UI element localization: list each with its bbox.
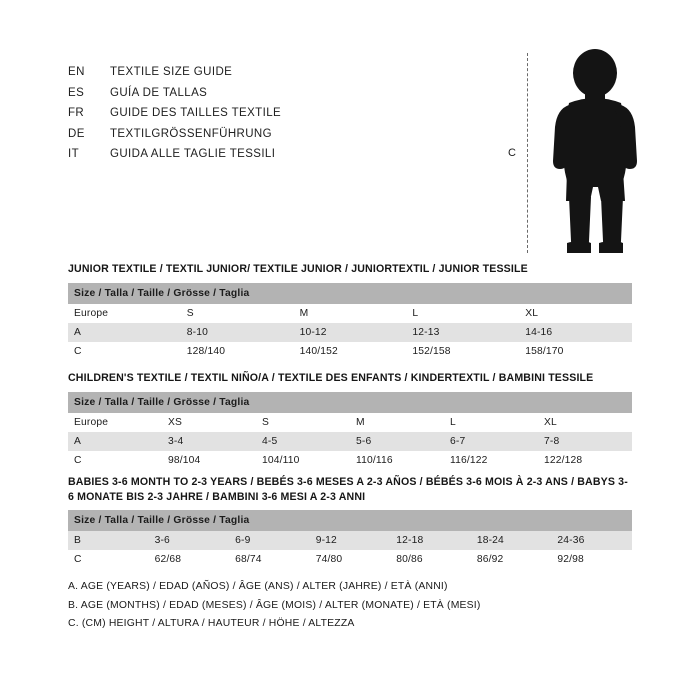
cell: 7-8 [538,432,632,451]
cell: 152/158 [406,342,519,361]
cell: 74/80 [310,550,391,569]
cell: 128/140 [181,342,294,361]
cell: XL [519,304,632,323]
table-row [68,323,632,342]
section-title: JUNIOR TEXTILE / TEXTIL JUNIOR/ TEXTILE JUNIOR / JUNIORTEXTIL / JUNIOR TESSILE [68,263,528,275]
header-title-text: GUIDE DES TAILLES TEXTILE [110,107,282,119]
measure-dashed-line [527,53,528,253]
cell: 12-13 [406,323,519,342]
cell: 4-5 [256,432,350,451]
cell: 3-4 [162,432,256,451]
cell: L [444,413,538,432]
cell: 140/152 [294,342,407,361]
table-row [68,531,632,550]
cell: 5-6 [350,432,444,451]
table-row [68,342,632,361]
table-row [68,413,632,432]
table-band-row [68,510,632,531]
header-lang-code: DE [68,127,85,140]
legend-note: C. (CM) HEIGHT / ALTURA / HAUTEUR / HÖHE / ALTEZZA [68,618,355,629]
section-children-textile [68,371,632,470]
legend-notes [68,578,481,634]
cell: 9-12 [310,531,391,550]
table-row [68,550,632,569]
row-label: B [68,531,149,550]
band-label: Size / Talla / Taille / Grösse / Taglia [68,510,632,531]
row-label: C [68,342,181,361]
row-label: C [68,451,162,470]
header-title-text: GUÍA DE TALLAS [110,86,208,99]
cell: 80/86 [390,550,471,569]
table-row [68,304,632,323]
cell: 6-7 [444,432,538,451]
legend-note: B. AGE (MONTHS) / EDAD (MESES) / ÂGE (MOIS) / ALTER (MONATE) / ETÀ (MESI) [68,599,481,611]
header-lang-code: FR [68,107,85,119]
cell: 98/104 [162,451,256,470]
cell: M [294,304,407,323]
section-babies-textile [68,475,632,569]
row-label: Europe [68,304,181,323]
cell: M [350,413,444,432]
cell: 110/116 [350,451,444,470]
cell: 6-9 [229,531,310,550]
header-lang-code: ES [68,86,85,99]
height-measure-figure [480,45,670,260]
cell: 158/170 [519,342,632,361]
children-size-table [68,392,632,470]
cell: 24-36 [551,531,632,550]
cell: 10-12 [294,323,407,342]
section-junior-textile [68,262,632,361]
cell: S [181,304,294,323]
cell: XS [162,413,256,432]
cell: 12-18 [390,531,471,550]
header-title-text: TEXTILGRÖSSENFÜHRUNG [110,127,272,140]
row-label: C [68,550,149,569]
table-row [68,451,632,470]
cell: 14-16 [519,323,632,342]
table-row [68,432,632,451]
header-title-text: GUIDA ALLE TAGLIE TESSILI [110,148,276,160]
header-row [68,83,468,104]
band-label: Size / Talla / Taille / Grösse / Taglia [68,392,632,413]
band-label: Size / Talla / Taille / Grösse / Taglia [68,283,632,304]
cell: 8-10 [181,323,294,342]
header-lang-code: EN [68,66,85,78]
child-silhouette-icon [535,45,655,260]
cell: 104/110 [256,451,350,470]
babies-size-table [68,510,632,569]
header-row [68,62,468,83]
cell: 86/92 [471,550,552,569]
cell: 3-6 [149,531,230,550]
row-label: A [68,432,162,451]
header-row [68,103,468,124]
row-label: A [68,323,181,342]
junior-size-table [68,283,632,361]
header-row [68,144,468,165]
table-band-row [68,283,632,304]
cell: XL [538,413,632,432]
measure-label-c: C [508,147,517,159]
cell: S [256,413,350,432]
cell: 92/98 [551,550,632,569]
row-label: Europe [68,413,162,432]
header-lang-code: IT [68,148,80,160]
cell: 68/74 [229,550,310,569]
cell: 18-24 [471,531,552,550]
section-title: BABIES 3-6 MONTH TO 2-3 YEARS / BEBÉS 3-6 MESES A 2-3 AÑOS / BÉBÉS 3-6 MOIS À 2-3 ANS / BABYS 3-6 MONATE BIS 2-3 JAHRE / BAMBINI 3-6 MESI A 2-3 ANNI [68,476,628,503]
cell: 116/122 [444,451,538,470]
header-row [68,124,468,145]
cell: L [406,304,519,323]
cell: 62/68 [149,550,230,569]
language-header [68,62,468,165]
section-title: CHILDREN'S TEXTILE / TEXTIL NIÑO/A / TEXTILE DES ENFANTS / KINDERTEXTIL / BAMBINI TESSILE [68,372,594,384]
header-title-text: TEXTILE SIZE GUIDE [110,66,233,78]
table-band-row [68,392,632,413]
cell: 122/128 [538,451,632,470]
legend-note: A. AGE (YEARS) / EDAD (AÑOS) / ÂGE (ANS) / ALTER (JAHRE) / ETÀ (ANNI) [68,581,448,592]
